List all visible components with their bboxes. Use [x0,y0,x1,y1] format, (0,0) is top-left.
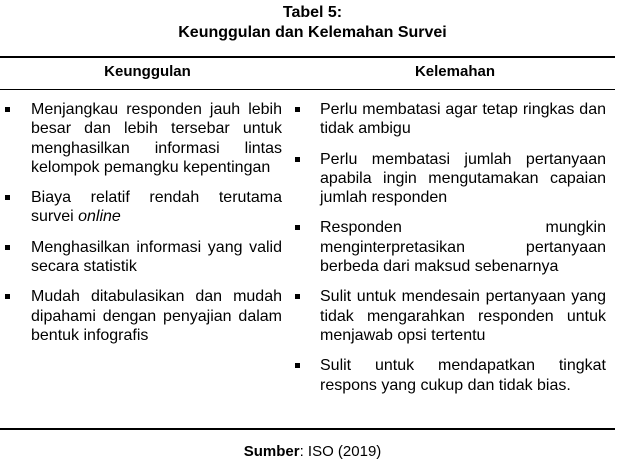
disadvantage-item [290,287,606,345]
column-header-advantages: Keunggulan [104,63,191,80]
source-label: Sumber [243,443,300,460]
table-caption [0,3,625,43]
advantage-text: Mudah ditabulasikan dan mudah dipahami dengan penyajian dalam bentuk infografis [31,288,282,344]
square-bullet-icon [295,363,300,368]
disadvantage-item [290,218,606,276]
square-bullet-icon [295,294,300,299]
disadvantage-text: Sulit untuk mendapatkan tingkat respons yang cukup dan tidak bias. [320,357,606,394]
square-bullet-icon [295,107,300,112]
table-top-rule [0,56,615,58]
table-title: Keunggulan dan Kelemahan Survei [178,24,447,41]
advantage-text: Menghasilkan informasi yang valid secara statistik [31,238,282,276]
square-bullet-icon [5,294,10,299]
advantage-italic-text: online [78,208,121,226]
square-bullet-icon [5,107,10,112]
disadvantage-text: Responden mungkin menginterpretasikan pertanyaan berbeda dari maksud sebenarnya [320,219,606,276]
advantage-text: Biaya relatif rendah terutama survei [31,189,282,226]
disadvantage-text: Perlu membatasi agar tetap ringkas dan tidak ambigu [320,101,606,138]
disadvantage-text: Sulit untuk mendesain pertanyaan yang tidak mengarahkan responden untuk menjawab opsi tertentu [320,288,606,344]
disadvantage-text: Perlu membatasi jumlah pertanyaan apabila ingin mengutamakan capaian jumlah responden [320,150,606,207]
square-bullet-icon [295,157,300,162]
table-header-rule [0,89,615,90]
advantage-item [0,100,282,177]
source-text: : ISO (2019) [299,443,382,460]
advantages-list [0,100,282,356]
disadvantage-item [290,356,606,395]
square-bullet-icon [5,195,10,200]
disadvantages-list [290,100,606,406]
table-bottom-rule [0,428,615,430]
advantage-text: Menjangkau responden jauh lebih besar dan lebih tersebar untuk menghasilkan informasi lintas kelompok pemangku kepentingan [31,101,282,176]
advantage-item [0,238,282,277]
advantage-item [0,188,282,227]
table-number: Tabel 5: [282,4,343,21]
column-header-disadvantages: Kelemahan [414,63,496,80]
square-bullet-icon [295,225,300,230]
square-bullet-icon [5,245,10,250]
disadvantage-item [290,100,606,139]
source-note [0,442,625,462]
advantage-item [0,287,282,345]
disadvantage-item [290,150,606,208]
